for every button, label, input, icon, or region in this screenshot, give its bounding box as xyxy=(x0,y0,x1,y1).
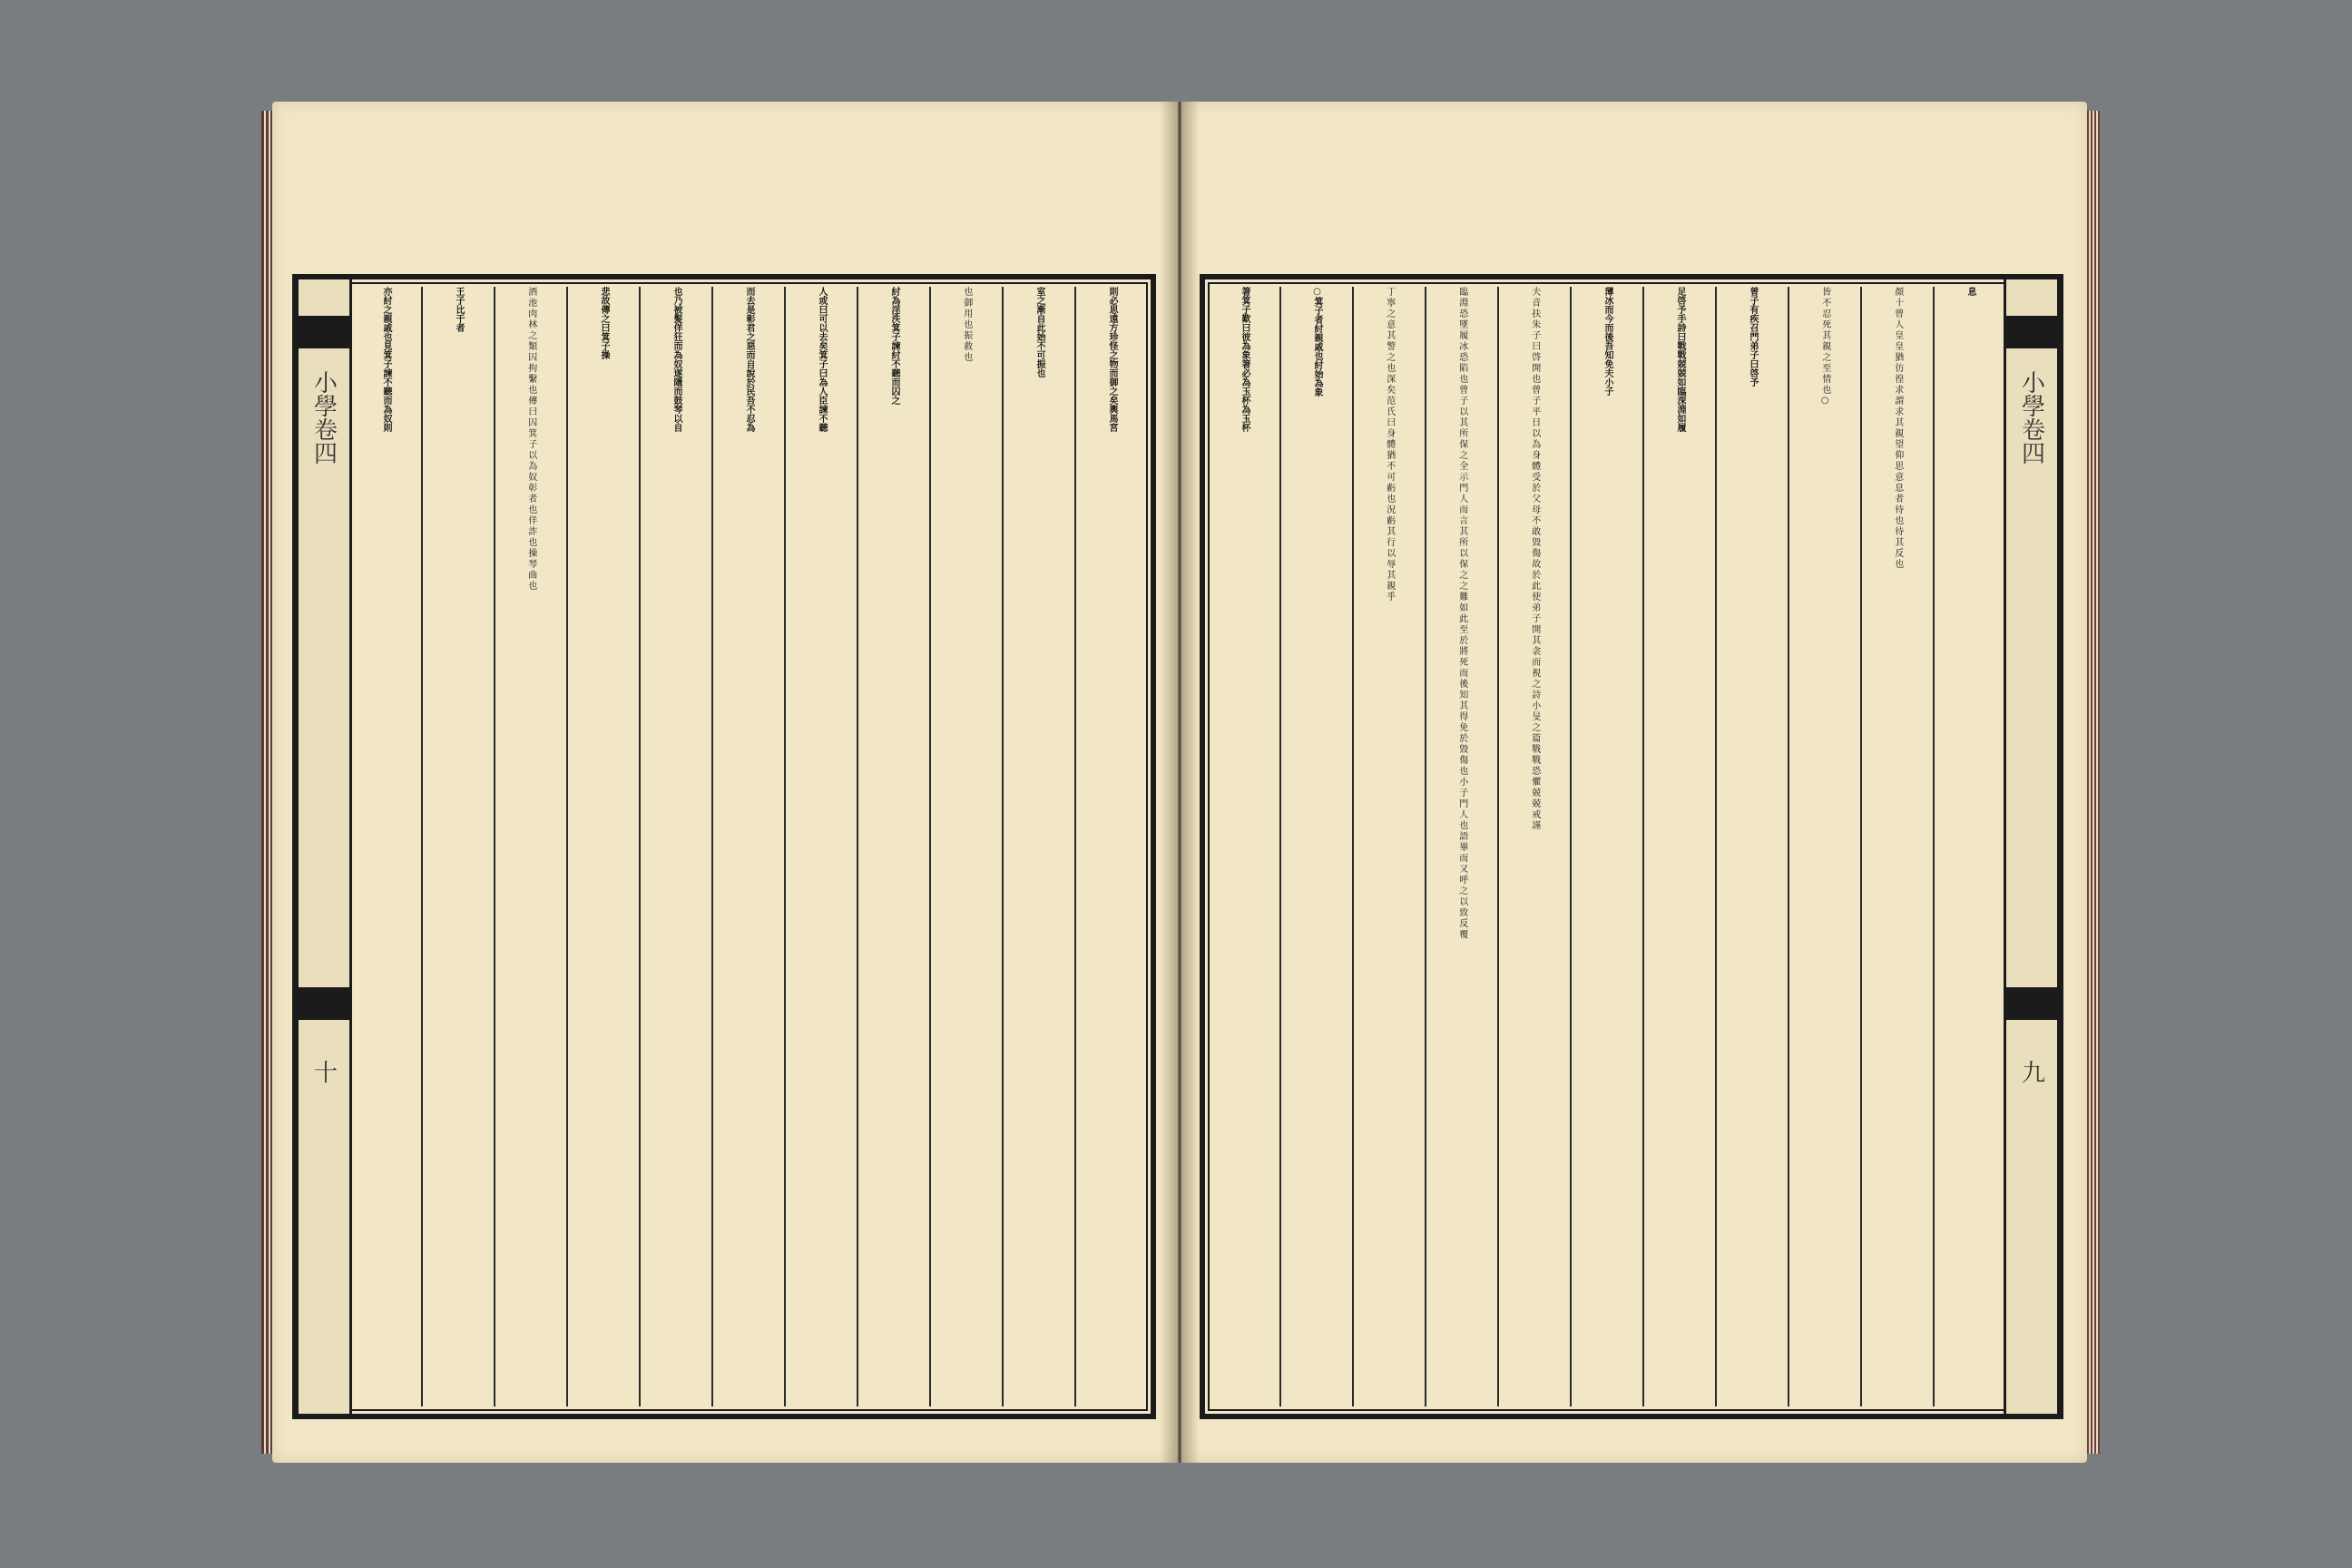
book-gutter xyxy=(1160,102,1200,1463)
column-text: 箸箕子歎曰彼為象箸必為玉杯為玉杯 xyxy=(1240,287,1250,432)
left-page-columns xyxy=(350,287,1147,1406)
commentary-column xyxy=(494,287,566,1406)
text-column xyxy=(566,287,639,1406)
text-column xyxy=(1933,287,2005,1406)
column-text: 室之漸自此始不可振也 xyxy=(1034,287,1044,377)
text-column xyxy=(711,287,784,1406)
right-page-center-strip xyxy=(2004,279,2060,1414)
text-column xyxy=(1074,287,1147,1406)
commentary-column xyxy=(1352,287,1425,1406)
text-column xyxy=(639,287,711,1406)
column-text: ○箕子者紂親戚也紂始為象 xyxy=(1312,287,1322,397)
book-edge-right xyxy=(2085,111,2100,1454)
right-page-frame xyxy=(1200,274,2063,1419)
commentary-column xyxy=(1860,287,1933,1406)
text-column xyxy=(784,287,857,1406)
text-column xyxy=(1209,287,1279,1406)
text-column xyxy=(1715,287,1788,1406)
fishtail-mark xyxy=(299,316,349,348)
strip-title: 小學卷四 xyxy=(2017,370,2045,465)
column-text: 也乃被髮佯狂而為奴遂隱而鼓琴以自 xyxy=(671,287,681,432)
text-column xyxy=(857,287,929,1406)
fishtail-mark xyxy=(299,987,349,1020)
column-text: 酒池肉林之類囚拘繫也傳曰囚箕子以為奴彰者也佯詐也操琴曲也 xyxy=(525,287,536,592)
column-text: 則必思遠方珍怪之物而御之矣輿馬宮 xyxy=(1107,287,1117,432)
column-text: 亦紂之親戚也見箕子諫不聽而為奴則 xyxy=(381,287,391,432)
left-page xyxy=(272,102,1178,1463)
commentary-column xyxy=(929,287,1002,1406)
column-text: 曾子有疾召門弟子曰啓予 xyxy=(1748,287,1758,387)
right-page xyxy=(1181,102,2087,1463)
right-page-columns xyxy=(1209,287,2005,1406)
text-column xyxy=(1002,287,1074,1406)
fishtail-mark xyxy=(2006,987,2057,1020)
column-text: 夫音扶朱子曰啓開也曾子平日以為身體受於父母不敢毀傷故於此使弟子開其衾而視之詩小旻之篇戰戰恐懼兢兢戒謹 xyxy=(1529,287,1540,831)
column-text: 皆不忍死其親之至情也○ xyxy=(1819,287,1830,407)
text-column xyxy=(350,287,421,1406)
column-text: 悲故傳之曰箕子操 xyxy=(599,287,609,359)
commentary-column xyxy=(1497,287,1570,1406)
fishtail-mark xyxy=(2006,316,2057,348)
open-book xyxy=(272,102,2087,1463)
column-text: 臨淵恐墜履冰恐陷也曾子以其所保之全示門人而言其所以保之之難如此至於將死而後知其得免於毀傷也小子門人也語畢而又呼之以致反覆 xyxy=(1456,287,1467,940)
commentary-column xyxy=(1788,287,1860,1406)
commentary-column xyxy=(1425,287,1497,1406)
strip-folio: 十 xyxy=(309,1060,338,1083)
column-text: 人或曰可以去矣箕子曰為人臣諫不聽 xyxy=(817,287,827,432)
column-text: 足啓予手詩曰戰戰兢兢如臨深淵如履 xyxy=(1675,287,1685,432)
left-page-center-strip xyxy=(296,279,352,1414)
text-column xyxy=(1279,287,1352,1406)
column-text: 也御用也振救也 xyxy=(961,287,972,363)
column-text: 丁寧之意其警之也深矣范氏曰身體猶不可虧也況虧其行以辱其親乎 xyxy=(1384,287,1395,603)
column-text: 息 xyxy=(1965,287,1975,296)
column-text: 王子比干者 xyxy=(454,287,464,332)
strip-title: 小學卷四 xyxy=(309,370,338,465)
text-column xyxy=(1642,287,1715,1406)
text-column xyxy=(421,287,494,1406)
text-column xyxy=(1570,287,1642,1406)
column-text: 薄冰而今而後吾知免夫小子 xyxy=(1602,287,1612,396)
left-page-frame xyxy=(292,274,1156,1419)
column-text: 而去是彰君之惡而自說於民吾不忍為 xyxy=(744,287,754,432)
strip-folio: 九 xyxy=(2017,1060,2045,1083)
column-text: 紂為淫泆箕子諫紂不聽而囚之 xyxy=(889,287,899,405)
column-text: 顏十曾人皇皇猶彷徨求謂求其親望仰思意息者待也待其反也 xyxy=(1892,287,1903,570)
